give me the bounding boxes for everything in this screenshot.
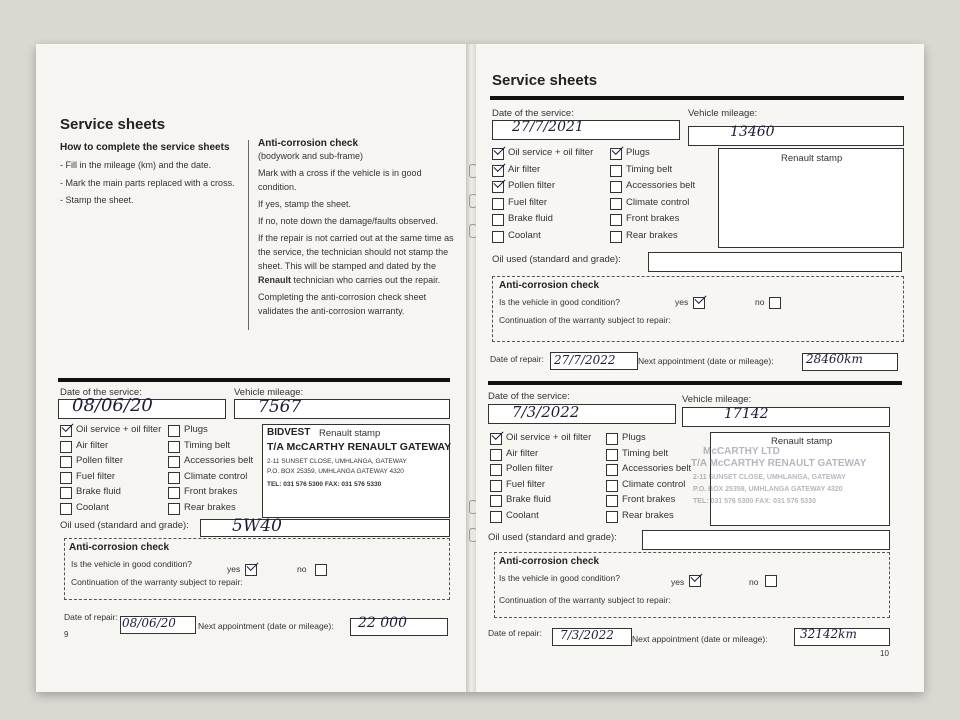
date-label: Date of the service:	[60, 387, 142, 398]
no-checkbox[interactable]	[769, 297, 781, 309]
date-value: 7/3/2022	[512, 403, 580, 421]
service-item-checkbox[interactable]	[610, 214, 622, 226]
how-to-steps	[60, 158, 250, 208]
right-page	[476, 44, 924, 692]
repair-date-value: 08/06/20	[122, 616, 176, 630]
ac-heading: Anti-corrosion check	[499, 556, 600, 567]
service-item-label: Climate control	[626, 196, 690, 208]
service-item-label: Brake fluid	[508, 213, 553, 224]
service-item-checkbox[interactable]	[492, 148, 504, 160]
column-divider	[248, 140, 249, 330]
service-item-label: Rear brakes	[184, 501, 236, 513]
renault-stamp-box	[718, 148, 904, 248]
service-item-label: Plugs	[622, 432, 646, 443]
oil-label: Oil used (standard and grade):	[488, 532, 617, 543]
service-item-checkbox[interactable]	[492, 165, 504, 177]
info-paragraph: Mark with a cross if the vehicle is in good condition.	[258, 168, 422, 192]
repair-label: Date of repair:	[64, 612, 118, 622]
service-item-label: Oil service + oil filter	[76, 424, 162, 435]
section-bar	[488, 381, 902, 385]
mileage-value: 17142	[724, 406, 769, 422]
service-item-checkbox[interactable]	[60, 425, 72, 437]
service-item-label: Pollen filter	[506, 463, 553, 474]
next-appointment-label: Next appointment (date or mileage):	[632, 634, 768, 644]
continuation-label: Continuation of the warranty subject to repair:	[71, 577, 243, 587]
anti-corrosion-info	[258, 138, 454, 318]
ac-question: Is the vehicle in good condition?	[71, 559, 192, 569]
continuation-label: Continuation of the warranty subject to repair:	[499, 315, 671, 325]
service-item-label: Coolant	[76, 501, 109, 513]
service-item-label: Brake fluid	[76, 486, 121, 497]
service-item-checkbox[interactable]	[168, 441, 180, 453]
faded-stamp-text: McCARTHY LTD	[703, 446, 780, 457]
yes-checkbox[interactable]	[693, 297, 705, 309]
service-item-label: Fuel filter	[508, 196, 548, 208]
service-item-checkbox[interactable]	[492, 198, 504, 210]
anti-corrosion-info-subheading: (bodywork and sub-frame)	[258, 151, 364, 161]
service-item-label: Timing belt	[626, 163, 673, 175]
section-bar	[490, 96, 904, 100]
no-label: no	[297, 564, 307, 574]
service-item-label: Coolant	[508, 229, 541, 241]
date-label: Date of the service:	[488, 391, 570, 402]
oil-field[interactable]	[642, 530, 890, 550]
service-item-checkbox[interactable]	[490, 511, 502, 523]
service-item-checkbox[interactable]	[610, 181, 622, 193]
oil-label: Oil used (standard and grade):	[492, 254, 621, 265]
faded-stamp-text: TEL: 031 576 5300 FAX: 031 576 5330	[693, 498, 816, 505]
service-item-checkbox[interactable]	[606, 464, 618, 476]
service-item-label: Pollen filter	[76, 455, 123, 466]
yes-label: yes	[671, 577, 685, 587]
next-appointment-value: 28460km	[806, 352, 863, 366]
service-item-label: Brake fluid	[506, 494, 551, 505]
renault-stamp-box	[262, 424, 450, 518]
ac-question: Is the vehicle in good condition?	[499, 297, 620, 307]
stamp-label: Renault stamp	[319, 428, 381, 439]
continuation-label: Continuation of the warranty subject to repair:	[499, 595, 671, 605]
mileage-value: 7567	[258, 397, 302, 417]
next-appointment-label: Next appointment (date or mileage):	[198, 621, 334, 631]
yes-checkbox[interactable]	[245, 564, 257, 576]
date-value: 08/06/20	[72, 395, 153, 416]
ac-question: Is the vehicle in good condition?	[499, 573, 620, 583]
date-value: 27/7/2021	[512, 119, 584, 135]
service-item-label: Air filter	[76, 439, 109, 451]
how-to-heading: How to complete the service sheets	[60, 142, 230, 153]
next-appointment-label: Next appointment (date or mileage):	[638, 356, 774, 366]
service-item-label: Oil service + oil filter	[508, 147, 594, 158]
yes-label: yes	[227, 564, 241, 574]
stamp-line: P.O. BOX 25359, UMHLANGA GATEWAY 4320	[267, 468, 404, 475]
how-to-step: - Mark the main parts replaced with a cross.	[60, 177, 235, 188]
renault-stamp-box	[691, 432, 890, 526]
mileage-label: Vehicle mileage:	[682, 394, 752, 405]
oil-label: Oil used (standard and grade):	[60, 520, 189, 531]
anti-corrosion-info-heading: Anti-corrosion check	[258, 138, 359, 149]
stamp-line: TEL: 031 576 5300 FAX: 031 576 5330	[267, 481, 382, 488]
left-page	[36, 44, 468, 692]
yes-label: yes	[675, 297, 689, 307]
service-item-checkbox[interactable]	[606, 449, 618, 461]
no-label: no	[755, 297, 765, 307]
stamp-label: Renault stamp	[771, 436, 833, 447]
service-item-checkbox[interactable]	[610, 148, 622, 160]
page-title: Service sheets	[60, 116, 166, 133]
service-item-checkbox[interactable]	[60, 487, 72, 499]
stamp-label: Renault stamp	[781, 153, 843, 164]
service-item-label: Climate control	[622, 478, 686, 490]
service-item-checkbox[interactable]	[168, 487, 180, 499]
service-item-label: Accessories belt	[622, 463, 692, 474]
oil-field[interactable]	[648, 252, 902, 272]
info-paragraph: If yes, stamp the sheet.	[258, 199, 352, 209]
service-item-label: Rear brakes	[626, 229, 678, 241]
service-item-checkbox[interactable]	[490, 433, 502, 445]
oil-value: 5W40	[232, 516, 282, 536]
mileage-label: Vehicle mileage:	[688, 108, 758, 119]
service-item-checkbox[interactable]	[606, 495, 618, 507]
info-paragraph: If the repair is not carried out at the same time as the service, the technician should not stamp the sheet. This will be stamped and dated by the Renault technician who carries out the repair.	[258, 233, 454, 285]
service-item-checkbox[interactable]	[610, 198, 622, 210]
service-item-label: Coolant	[506, 509, 539, 521]
stamp-line: T/A McCARTHY RENAULT GATEWAY	[267, 441, 452, 453]
service-item-checkbox[interactable]	[492, 214, 504, 226]
service-item-checkbox[interactable]	[610, 165, 622, 177]
stamp-dealer: BIDVEST	[267, 427, 311, 438]
service-item-checkbox[interactable]	[490, 449, 502, 461]
page-title: Service sheets	[492, 72, 598, 89]
service-item-label: Fuel filter	[76, 470, 116, 482]
service-item-label: Front brakes	[626, 213, 680, 224]
ac-heading: Anti-corrosion check	[69, 542, 170, 553]
service-booklet	[36, 44, 924, 692]
section-bar	[58, 378, 450, 382]
ac-heading: Anti-corrosion check	[499, 280, 600, 291]
how-to-step: - Fill in the mileage (km) and the date.	[60, 160, 212, 170]
date-label: Date of the service:	[492, 108, 574, 119]
next-appointment-value: 22 000	[358, 615, 407, 631]
service-item-label: Oil service + oil filter	[506, 432, 592, 443]
service-item-checkbox[interactable]	[610, 231, 622, 243]
service-item-label: Air filter	[506, 447, 539, 459]
faded-stamp-text: 2-11 SUNSET CLOSE, UMHLANGA, GATEWAY	[693, 474, 846, 481]
no-checkbox[interactable]	[765, 575, 777, 587]
service-item-checkbox[interactable]	[168, 472, 180, 484]
service-item-checkbox[interactable]	[490, 464, 502, 476]
service-item-checkbox[interactable]	[168, 503, 180, 515]
mileage-label: Vehicle mileage:	[234, 387, 304, 398]
service-item-checkbox[interactable]	[606, 511, 618, 523]
repair-date-value: 7/3/2022	[560, 628, 614, 642]
faded-stamp-text: T/A McCARTHY RENAULT GATEWAY	[691, 458, 867, 469]
service-item-checkbox[interactable]	[492, 181, 504, 193]
mileage-field[interactable]	[682, 407, 890, 427]
info-paragraph: If no, note down the damage/faults observed.	[258, 216, 439, 226]
service-item-checkbox[interactable]	[168, 456, 180, 468]
service-item-label: Rear brakes	[622, 509, 674, 521]
service-item-checkbox[interactable]	[492, 231, 504, 243]
service-item-label: Timing belt	[622, 447, 669, 459]
service-item-label: Timing belt	[184, 439, 231, 451]
anti-corrosion-section	[494, 552, 890, 618]
repair-label: Date of repair:	[488, 628, 542, 638]
info-paragraph: Completing the anti-corrosion check sheet validates the anti-corrosion warranty.	[258, 292, 427, 316]
stamp-line: 2-11 SUNSET CLOSE, UMHLANGA, GATEWAY	[267, 458, 407, 465]
service-item-label: Climate control	[184, 470, 248, 482]
service-item-label: Front brakes	[184, 486, 238, 497]
service-item-checkbox[interactable]	[60, 472, 72, 484]
how-to-step: - Stamp the sheet.	[60, 195, 134, 205]
service-item-label: Air filter	[508, 163, 541, 175]
service-item-checkbox[interactable]	[490, 495, 502, 507]
no-label: no	[749, 577, 759, 587]
yes-checkbox[interactable]	[689, 575, 701, 587]
service-item-label: Pollen filter	[508, 180, 555, 191]
repair-date-value: 27/7/2022	[554, 353, 616, 367]
service-item-checkbox[interactable]	[60, 456, 72, 468]
mileage-value: 13460	[730, 124, 775, 140]
faded-stamp-text: P.O. BOX 25359, UMHLANGA GATEWAY 4320	[693, 486, 843, 493]
anti-corrosion-section	[64, 538, 450, 600]
service-item-label: Front brakes	[622, 494, 676, 505]
anti-corrosion-section	[492, 276, 904, 342]
mileage-field[interactable]	[688, 126, 904, 146]
page-number: 10	[880, 649, 889, 658]
service-item-label: Plugs	[626, 147, 650, 158]
service-item-label: Fuel filter	[506, 478, 546, 490]
service-item-checkbox[interactable]	[606, 433, 618, 445]
service-item-checkbox[interactable]	[606, 480, 618, 492]
repair-label: Date of repair:	[490, 354, 544, 364]
service-item-label: Accessories belt	[184, 455, 254, 466]
service-item-checkbox[interactable]	[60, 503, 72, 515]
service-item-checkbox[interactable]	[490, 480, 502, 492]
service-item-label: Plugs	[184, 424, 208, 435]
service-item-label: Accessories belt	[626, 180, 696, 191]
service-item-checkbox[interactable]	[168, 425, 180, 437]
page-number: 9	[64, 630, 69, 639]
next-appointment-value: 32142km	[800, 627, 857, 641]
service-item-checkbox[interactable]	[60, 441, 72, 453]
no-checkbox[interactable]	[315, 564, 327, 576]
